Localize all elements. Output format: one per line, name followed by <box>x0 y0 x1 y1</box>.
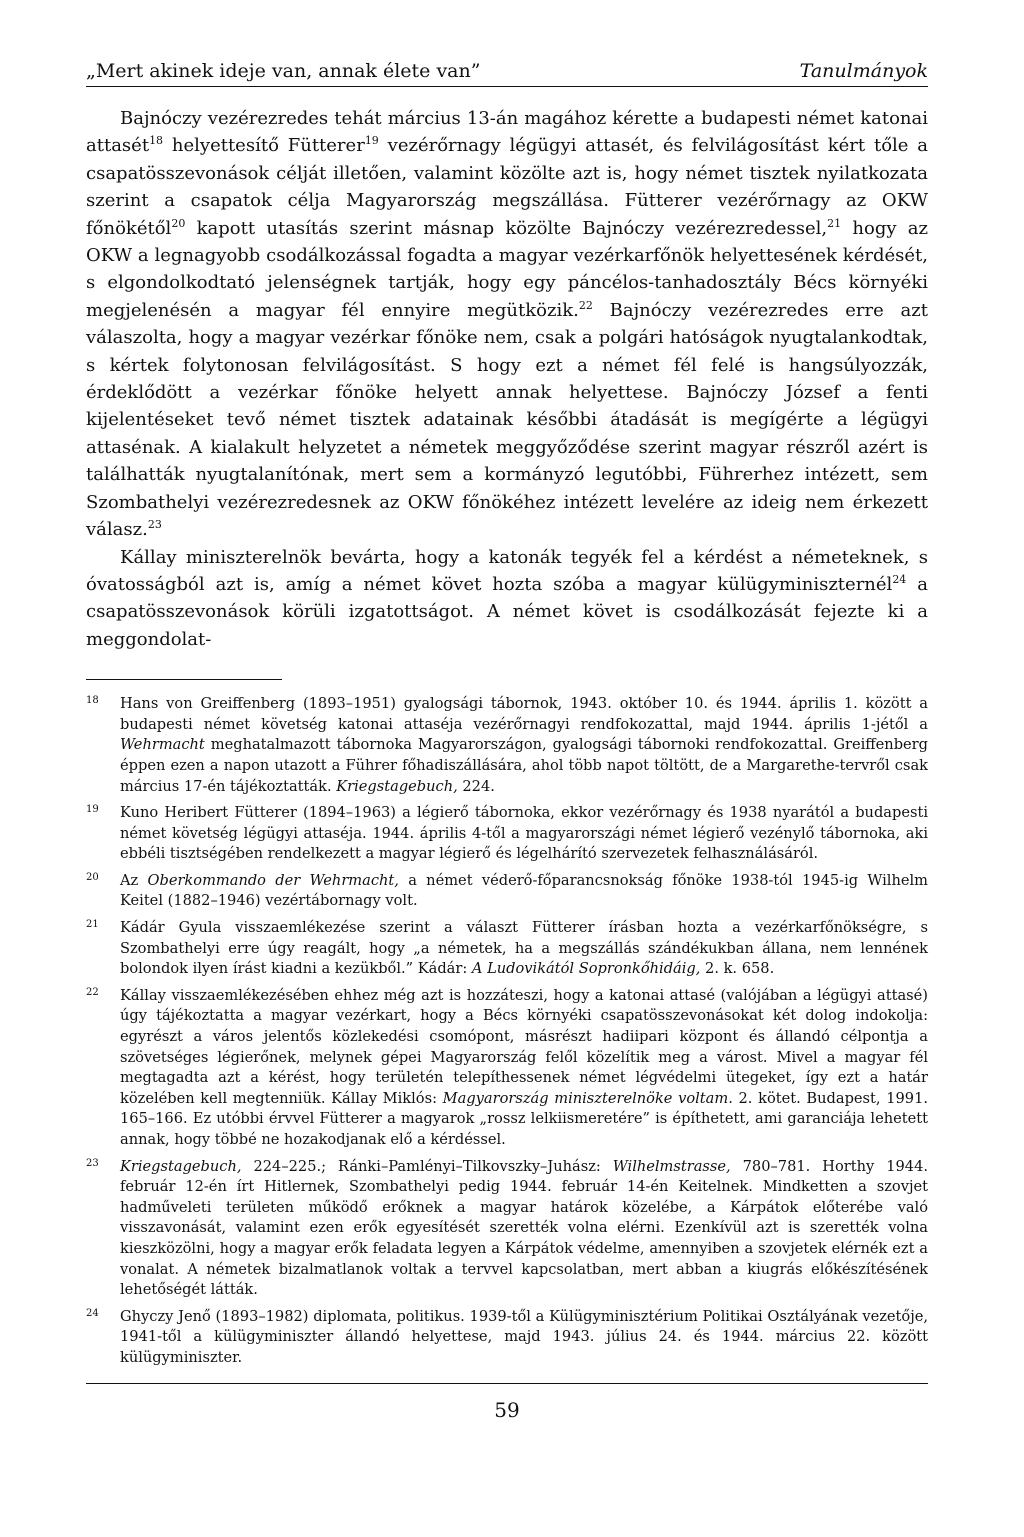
footnote-text: Kuno Heribert Fütterer (1894–1963) a légierő tábornoka, ekkor vezérőrnagy és 1938 nyarától a budapesti német követség légügyi attaséja. 1944. április 4-től a magyarországi német légierő vezénylő tábornoka, aki ebbéli tisztségében rendelkezett a magyar légierő és légelhárító szervezetek felhasználásáról. <box>120 804 928 863</box>
footnote-text: Kádár Gyula visszaemlékezése szerint a választ Fütterer írásban hozta a vezérkarfőnökségre, s Szombathelyi erre úgy reagált, hogy „a németek, ha a megszállás szándékukban állana, nem lennének bolondok ilyen írást kiadni a kezükből.” Kádár: A Ludovikától Sopronkőhidáig, 2. k. 658. <box>120 919 928 978</box>
page <box>86 60 928 1422</box>
page-number: 59 <box>494 1397 520 1422</box>
text-run: vezérőrnagy légügyi attasét, és felvilágosítást kért tőle a csapatösszevonások célját illetően, valamint közölte azt is, hogy német tisztek nyilatkozata szerint a csapatok célja Magyarország megszállása. Fütterer vezérőrnagy az OKW főnökétől <box>86 135 929 239</box>
text-run: a csapatösszevonások körüli izgatottságot. A német követ is csodálkozását fejezte ki a meggondolat- <box>86 573 928 650</box>
footnote-ref[interactable]: 19 <box>364 134 379 148</box>
running-header <box>86 60 928 87</box>
paragraph <box>86 544 928 654</box>
footnote-number: 19 <box>86 804 99 816</box>
footnote <box>86 1307 928 1369</box>
footnote-separator <box>86 679 282 680</box>
footnote-ref[interactable]: 23 <box>147 518 162 532</box>
footnote-number: 20 <box>86 871 99 883</box>
bottom-rule <box>86 1383 928 1384</box>
text-run: helyettesítő Fütterer <box>163 135 365 157</box>
footnote-ref[interactable]: 21 <box>827 216 842 230</box>
footnote <box>86 871 928 912</box>
footnote-number: 21 <box>86 919 99 931</box>
text-run: hogy az OKW a legnagyobb csodálkozással fogadta a magyar vezérkarfőnök helyettesének kérdését, s elgondolkodtató jelenségnek tartják, hogy egy páncélos-tanhadosztály Bécs környéki megjelenésén a magyar fél ennyire megütközik. <box>86 217 929 321</box>
footnote-number: 18 <box>86 695 99 707</box>
text-run: kapott utasítás szerint másnap közölte Bajnóczy vezérezredessel, <box>185 217 828 239</box>
footnote-ref[interactable]: 18 <box>149 134 164 148</box>
body-text <box>86 105 928 653</box>
footnote-text: Az Oberkommando der Wehrmacht, a német véderő-főparancsnokság főnöke 1938-tól 1945-ig Wilhelm Keitel (1882–1946) vezértábornagy volt. <box>120 871 928 910</box>
footnote-number: 22 <box>86 986 99 998</box>
footnote-number: 24 <box>86 1307 99 1319</box>
footnote-text: Hans von Greiffenberg (1893–1951) gyalogsági tábornok, 1943. október 10. és 1944. április 1. között a budapesti német követség katonai attaséja vezérőrnagyi rendfokozattal, majd 1944. április 1-jétől a Wehrmacht meghatalmazott tábornoka Magyarországon, gyalogsági tábornoki rendfokozattal. Greiffenberg éppen ezen a napon utazott a Führer főhadiszállására, ahol több napot töltött, de a Margarethe-tervről csak március 17-én tájékoztatták. Kriegstagebuch, 224. <box>120 695 928 795</box>
footnote-number: 23 <box>86 1157 99 1169</box>
footnote <box>86 918 928 980</box>
footnote-text: Kállay visszaemlékezésében ehhez még azt is hozzáteszi, hogy a katonai attasé (valójában a légügyi attasé) úgy tájékoztatta a magyar vezérkart, hogy a Bécs környéki csapatösszevonásokat két dolog indokolja: egyrészt a város jelentős közlekedési csomópont, másrészt hadiipari központ és állandó célpontja a szövetséges légierőnek, melynek gépei Magyarország felől közelítik meg a várost. Mivel a magyar fél megtagadta azt a kérést, hogy területén telepíthessenek német légvédelmi ütegeket, így ezt a határ közelében kell megtenniük. Kállay Miklós: Magyarország miniszterelnöke voltam. 2. kötet. Budapest, 1991. 165–166. Ez utóbbi érvvel Fütterer a magyarok „rossz lelkiismeretére” is építhetett, ami garanciája lehetett annak, hogy többé ne hozakodjanak elő a kérdéssel. <box>120 986 928 1148</box>
footnote-text: Ghyczy Jenő (1893–1982) diplomata, politikus. 1939-től a Külügyminisztérium Politikai Osztályának vezetője, 1941-től a külügyminiszter állandó helyettese, majd 1943. július 24. és 1944. március 22. között külügyminiszter. <box>120 1307 928 1366</box>
footnote-ref[interactable]: 20 <box>171 216 186 230</box>
text-run: Bajnóczy vezérezredes tehát március 13-án magához kérette a budapesti német katonai attasét <box>86 108 928 157</box>
text-run: Bajnóczy vezérezredes erre azt válaszolta, hogy a magyar vezérkar főnöke nem, csak a polgári hatóságok nyugtalankodtak, s kértek folytonosan felvilágosítást. S hogy ezt a német fél felé is hangsúlyozzák, érdeklődött a vezérkar főnöke helyett annak helyettese. Bajnóczy József a fenti kijelentéseket tevő német tisztek adatainak későbbi átadását is megígérte a légügyi attasénak. A kialakult helyzetet a németek meggyőződése szerint magyar részről azért is találhatták nyugtalanítónak, mert sem a kormányzó legutóbbi, Führerhez intézett, sem Szombathelyi vezérezredesnek az OKW főnökéhez intézett levelére az ideig nem érkezett válasz. <box>86 299 928 541</box>
footnote <box>86 803 928 865</box>
text-run: Kállay miniszterelnök bevárta, hogy a katonák tegyék fel a kérdést a németeknek, s óvatosságból azt is, amíg a német követ hozta szóba a magyar külügyminiszternél <box>86 546 928 595</box>
header-title: „Mert akinek ideje van, annak élete van” <box>86 60 481 82</box>
footnote <box>86 1157 928 1301</box>
header-section: Tanulmányok <box>799 60 928 82</box>
footnote <box>86 986 928 1151</box>
footnote-ref[interactable]: 24 <box>892 572 907 586</box>
footnote-ref[interactable]: 22 <box>578 298 593 312</box>
footnotes <box>86 694 928 1368</box>
footnote <box>86 694 928 797</box>
paragraph <box>86 105 928 544</box>
footnote-text: Kriegstagebuch, 224–225.; Ránki–Pamlényi–Tilkovszky–Juhász: Wilhelmstrasse, 780–781. Horthy 1944. február 12-én írt Hitlernek, Szombathelyi pedig 1944. február 14-én Keitelnek. Mindketten a szovjet hadműveleti területen működő erőknek a magyar határok közelébe, a Kárpátok előterébe való visszavonását, valamint ezen erők egyesítését szerették volna elérni. Ezenkívül azt is szerették volna kieszközölni, hogy a magyar erők feladata legyen a Kárpátok védelme, amennyiben a szovjetek elérnék ezt a vonalat. A németek bizalmatlanok voltak a tervvel kapcsolatban, mert abban a kiugrás előkészítésének lehetőségét látták. <box>120 1157 929 1299</box>
